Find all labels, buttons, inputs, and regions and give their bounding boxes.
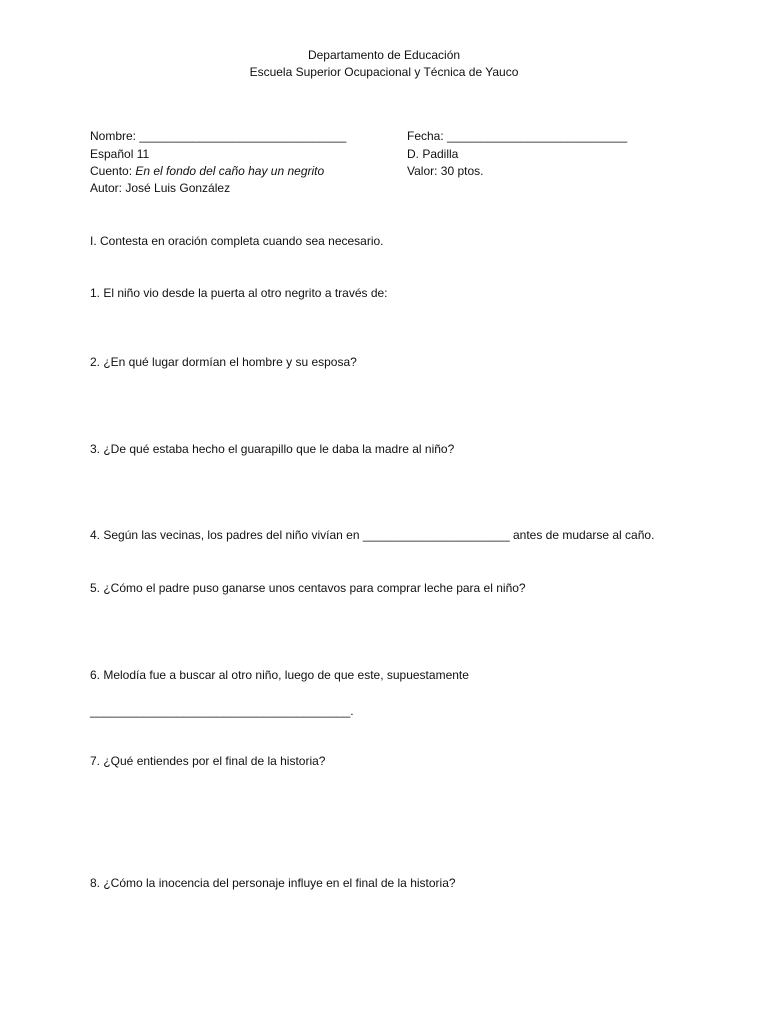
instructions: I. Contesta en oración completa cuando sea necesario. [90, 234, 384, 248]
question-6-answer-line: _______________________________________. [90, 704, 354, 718]
department-heading: Departamento de Educación [307, 48, 461, 62]
question-3: 3. ¿De qué estaba hecho el guarapillo que le daba la madre al niño? [90, 442, 455, 456]
question-4: 4. Según las vecinas, los padres del niño vivían en ______________________ antes de mudarse al caño. [90, 528, 655, 542]
date-field: Fecha: ___________________________ [407, 129, 628, 143]
question-6: 6. Melodía fue a buscar al otro niño, luego de que este, supuestamente [90, 668, 469, 682]
question-1: 1. El niño vio desde la puerta al otro negrito a través de: [90, 286, 388, 300]
school-heading: Escuela Superior Ocupacional y Técnica de Yauco [249, 65, 519, 79]
value-label: Valor: 30 ptos. [407, 164, 484, 178]
story-line [90, 163, 324, 180]
name-field: Nombre: _______________________________ [90, 129, 347, 143]
story-label: Cuento: [90, 164, 133, 178]
question-5: 5. ¿Cómo el padre puso ganarse unos centavos para comprar leche para el niño? [90, 581, 526, 595]
author-label: Autor: José Luis González [90, 181, 231, 195]
question-8: 8. ¿Cómo la inocencia del personaje influye en el final de la historia? [90, 876, 456, 890]
story-title: En el fondo del caño hay un negrito [135, 164, 325, 178]
question-7: 7. ¿Qué entiendes por el final de la historia? [90, 754, 326, 768]
question-2: 2. ¿En qué lugar dormían el hombre y su esposa? [90, 355, 357, 369]
teacher-label: D. Padilla [407, 147, 459, 161]
course-label: Español 11 [90, 147, 150, 161]
